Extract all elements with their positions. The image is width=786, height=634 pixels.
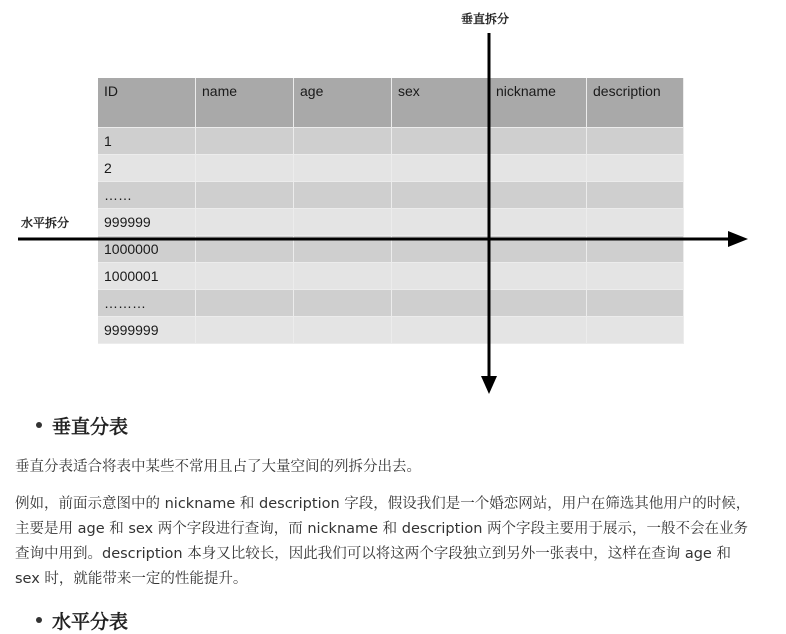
column-header: nickname: [490, 78, 587, 128]
vertical-split-intro: 垂直分表适合将表中某些不常用且占了大量空间的列拆分出去。: [15, 459, 421, 475]
column-header: description: [587, 78, 684, 128]
row-id-cell: 2: [98, 155, 196, 182]
column-header: sex: [392, 78, 490, 128]
horizontal-split-heading: 水平分表: [52, 607, 128, 634]
row-id-cell: 1: [98, 128, 196, 155]
column-header: ID: [98, 78, 196, 128]
vertical-split-label: 垂直拆分: [461, 12, 510, 26]
row-id-cell: ………: [98, 290, 196, 317]
column-header: age: [294, 78, 392, 128]
horizontal-arrow-head: [728, 231, 748, 247]
row-id-cell: ……: [98, 182, 196, 209]
row-id-cell: 1000001: [98, 263, 196, 290]
vertical-split-example: 例如，前面示意图中的 nickname 和 description 字段，假设我们是一个婚恋网站，用户在筛选其他用户的时候，主要是用 age 和 sex 两个字段进行查询，而 nickname 和 description 两个字段主要用于展示，一般不会在业务查询中用到。description 本身又比较长，因此我们可以将这两个字段独立到另外一张表中，这样在查询 age 和 sex 时，就能带来一定的性能提升。: [15, 496, 751, 587]
row-id-cell: 999999: [98, 209, 196, 236]
row-id-cell: 1000000: [98, 236, 196, 263]
vertical-arrow-head: [481, 376, 497, 394]
column-header: name: [196, 78, 294, 128]
row-id-cell: 9999999: [98, 317, 196, 344]
vertical-split-heading: 垂直分表: [52, 412, 128, 439]
horizontal-split-label: 水平拆分: [21, 216, 70, 230]
